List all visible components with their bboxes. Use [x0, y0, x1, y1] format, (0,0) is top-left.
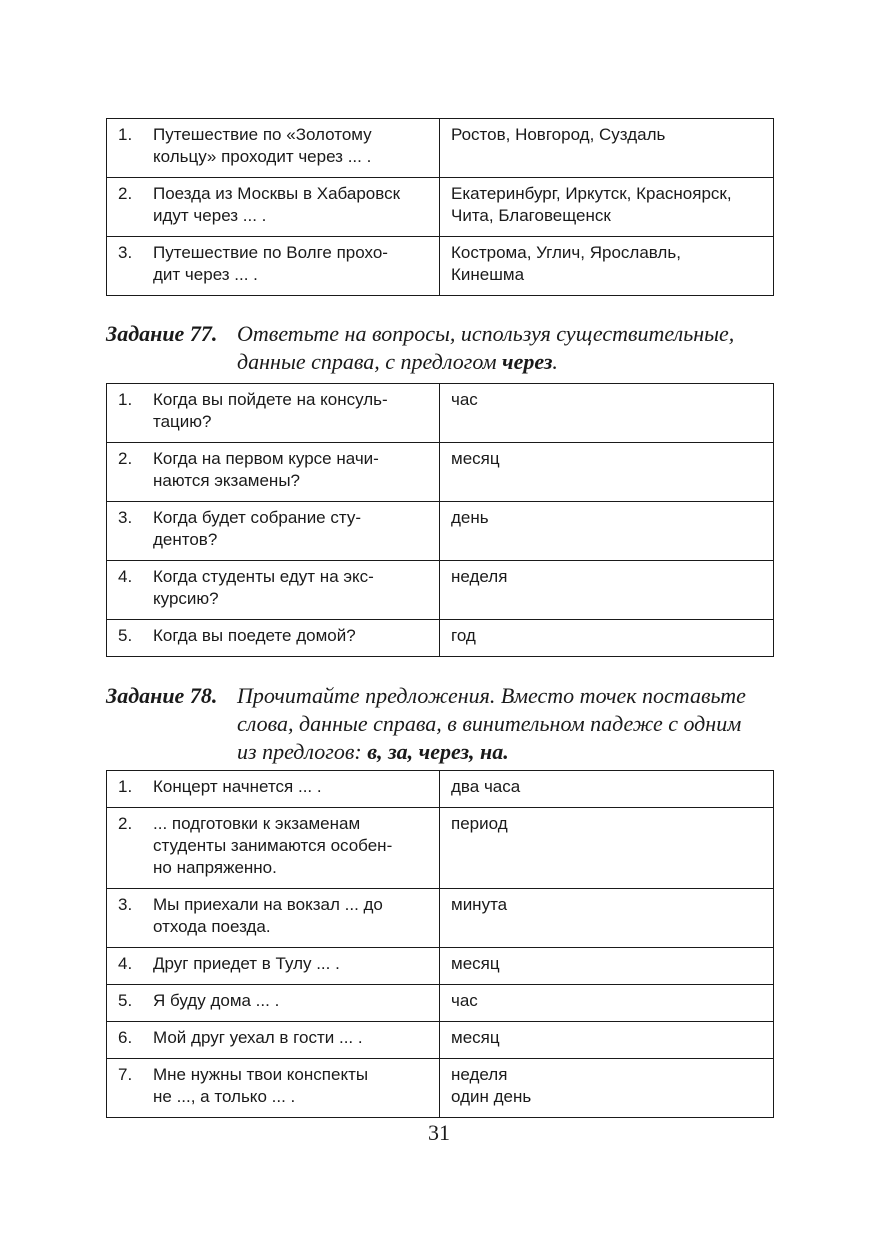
question-text: [153, 813, 431, 879]
table-row: [107, 443, 774, 502]
answer-line: один день: [451, 1087, 532, 1106]
answer-cell: [440, 561, 774, 620]
question-line: дентов?: [153, 530, 218, 549]
task-77-line-2-post: .: [552, 349, 558, 374]
item-number: 5.: [118, 626, 133, 645]
answer-cell: [440, 1059, 774, 1118]
task-78-prepositions: в, за, через, на.: [367, 739, 509, 764]
table-sentences-body: [107, 771, 774, 1118]
item-number: 4.: [118, 954, 133, 973]
item-number: 2.: [118, 449, 133, 468]
item-number: 1.: [118, 125, 133, 144]
answer-line: Кинешма: [451, 265, 525, 284]
answer-line: год: [451, 626, 476, 645]
question-line: Путешествие по Волге прохо-: [153, 243, 388, 262]
table-row: [107, 1059, 774, 1118]
answer-line: минута: [451, 895, 508, 914]
question-line: ... подготовки к экзаменам: [153, 814, 361, 833]
task-77-heading: [106, 320, 776, 376]
question-text: [153, 507, 431, 551]
answer-line: Ростов, Новгород, Суздаль: [451, 125, 666, 144]
item-number: 4.: [118, 567, 133, 586]
question-line: Я буду дома ... .: [153, 991, 280, 1010]
question-cell: [107, 384, 440, 443]
answer-cell: [440, 384, 774, 443]
answer-line: неделя: [451, 1065, 508, 1084]
question-content: [118, 124, 431, 168]
task-78-line-2: слова, данные справа, в винительном падеже с одним: [237, 711, 742, 736]
question-line: Мне нужны твои конспекты: [153, 1065, 369, 1084]
answer-cell: [440, 985, 774, 1022]
question-cell: [107, 178, 440, 237]
question-line: Мы приехали на вокзал ... до: [153, 895, 383, 914]
table-row: [107, 889, 774, 948]
answer-line: месяц: [451, 1028, 500, 1047]
table-row: [107, 502, 774, 561]
table-row: [107, 384, 774, 443]
question-text: [153, 894, 431, 938]
question-line: Мой друг уехал в гости ... .: [153, 1028, 363, 1047]
task-78-line-3-pre: из предлогов:: [237, 739, 368, 764]
question-cell: [107, 237, 440, 296]
table-questions: [106, 383, 774, 657]
question-line: Когда будет собрание сту-: [153, 508, 362, 527]
task-78-text: [237, 682, 776, 766]
question-line: Друг приедет в Тулу ... .: [153, 954, 340, 973]
answer-cell: [440, 1022, 774, 1059]
question-content: [118, 183, 431, 227]
task-77-line-1: Ответьте на вопросы, используя существительные,: [237, 321, 735, 346]
question-cell: [107, 620, 440, 657]
table-row: [107, 620, 774, 657]
question-line: кольцу» проходит через ... .: [153, 147, 372, 166]
answer-line: месяц: [451, 449, 500, 468]
question-text: [153, 1064, 431, 1108]
question-cell: [107, 443, 440, 502]
task-77-label: Задание 77.: [106, 321, 218, 346]
question-content: [118, 242, 431, 286]
table-routes: [106, 118, 774, 296]
answer-cell: [440, 889, 774, 948]
task-78-label: Задание 78.: [106, 683, 218, 708]
table-row: [107, 237, 774, 296]
answer-line: два часа: [451, 777, 521, 796]
table-row: [107, 119, 774, 178]
answer-cell: [440, 443, 774, 502]
question-content: [118, 389, 431, 433]
answer-line: месяц: [451, 954, 500, 973]
answer-cell: [440, 620, 774, 657]
question-text: [153, 389, 431, 433]
question-cell: [107, 119, 440, 178]
question-text: [153, 1027, 431, 1049]
question-content: [118, 448, 431, 492]
table-questions-body: [107, 384, 774, 657]
task-77-text: [237, 320, 776, 376]
question-text: [153, 242, 431, 286]
question-text: [153, 776, 431, 798]
question-line: студенты занимаются особен-: [153, 836, 393, 855]
question-content: [118, 1027, 431, 1049]
question-content: [118, 625, 431, 647]
question-cell: [107, 1059, 440, 1118]
table-row: [107, 178, 774, 237]
question-text: [153, 990, 431, 1012]
question-line: отхода поезда.: [153, 917, 271, 936]
item-number: 3.: [118, 508, 133, 527]
question-line: тацию?: [153, 412, 212, 431]
table-sentences: [106, 770, 774, 1118]
question-cell: [107, 771, 440, 808]
answer-line: Екатеринбург, Иркутск, Красноярск,: [451, 184, 732, 203]
answer-cell: [440, 808, 774, 889]
answer-line: час: [451, 390, 478, 409]
question-content: [118, 813, 431, 879]
question-content: [118, 507, 431, 551]
question-content: [118, 953, 431, 975]
table-routes-body: [107, 119, 774, 296]
item-number: 2.: [118, 184, 133, 203]
answer-line: период: [451, 814, 508, 833]
question-cell: [107, 985, 440, 1022]
question-text: [153, 625, 431, 647]
question-line: не ..., а только ... .: [153, 1087, 296, 1106]
question-content: [118, 1064, 431, 1108]
item-number: 3.: [118, 243, 133, 262]
answer-line: неделя: [451, 567, 508, 586]
question-line: Когда на первом курсе начи-: [153, 449, 379, 468]
question-content: [118, 894, 431, 938]
answer-cell: [440, 119, 774, 178]
task-77-line-2: [237, 348, 776, 376]
question-text: [153, 566, 431, 610]
table-row: [107, 1022, 774, 1059]
question-line: Путешествие по «Золотому: [153, 125, 372, 144]
table-row: [107, 985, 774, 1022]
table-row: [107, 561, 774, 620]
question-content: [118, 566, 431, 610]
question-cell: [107, 502, 440, 561]
question-text: [153, 448, 431, 492]
table-row: [107, 771, 774, 808]
question-line: дит через ... .: [153, 265, 258, 284]
question-line: курсию?: [153, 589, 219, 608]
question-line: Поезда из Москвы в Хабаровск: [153, 184, 401, 203]
question-line: Концерт начнется ... .: [153, 777, 322, 796]
item-number: 2.: [118, 814, 133, 833]
question-text: [153, 124, 431, 168]
question-line: Когда вы пойдете на консуль-: [153, 390, 388, 409]
question-cell: [107, 889, 440, 948]
task-78-line-3: [237, 738, 776, 766]
table-row: [107, 948, 774, 985]
table-row: [107, 808, 774, 889]
answer-line: час: [451, 991, 478, 1010]
task-78-heading: [106, 682, 776, 766]
question-line: но напряженно.: [153, 858, 277, 877]
answer-line: день: [451, 508, 489, 527]
answer-cell: [440, 237, 774, 296]
answer-cell: [440, 948, 774, 985]
task-77-preposition: через: [502, 349, 553, 374]
item-number: 1.: [118, 777, 133, 796]
question-cell: [107, 1022, 440, 1059]
question-content: [118, 776, 431, 798]
item-number: 6.: [118, 1028, 133, 1047]
question-text: [153, 183, 431, 227]
question-cell: [107, 808, 440, 889]
item-number: 3.: [118, 895, 133, 914]
question-line: Когда студенты едут на экс-: [153, 567, 374, 586]
question-text: [153, 953, 431, 975]
answer-line: Кострома, Углич, Ярославль,: [451, 243, 681, 262]
answer-line: Чита, Благовещенск: [451, 206, 611, 225]
question-line: идут через ... .: [153, 206, 267, 225]
page-number: 31: [428, 1120, 450, 1145]
answer-cell: [440, 771, 774, 808]
item-number: 1.: [118, 390, 133, 409]
question-cell: [107, 948, 440, 985]
task-78-line-1: Прочитайте предложения. Вместо точек поставьте: [237, 683, 746, 708]
question-content: [118, 990, 431, 1012]
answer-cell: [440, 178, 774, 237]
question-cell: [107, 561, 440, 620]
question-line: наются экзамены?: [153, 471, 300, 490]
answer-cell: [440, 502, 774, 561]
task-77-line-2-pre: данные справа, с предлогом: [237, 349, 503, 374]
item-number: 5.: [118, 991, 133, 1010]
item-number: 7.: [118, 1065, 133, 1084]
question-line: Когда вы поедете домой?: [153, 626, 356, 645]
